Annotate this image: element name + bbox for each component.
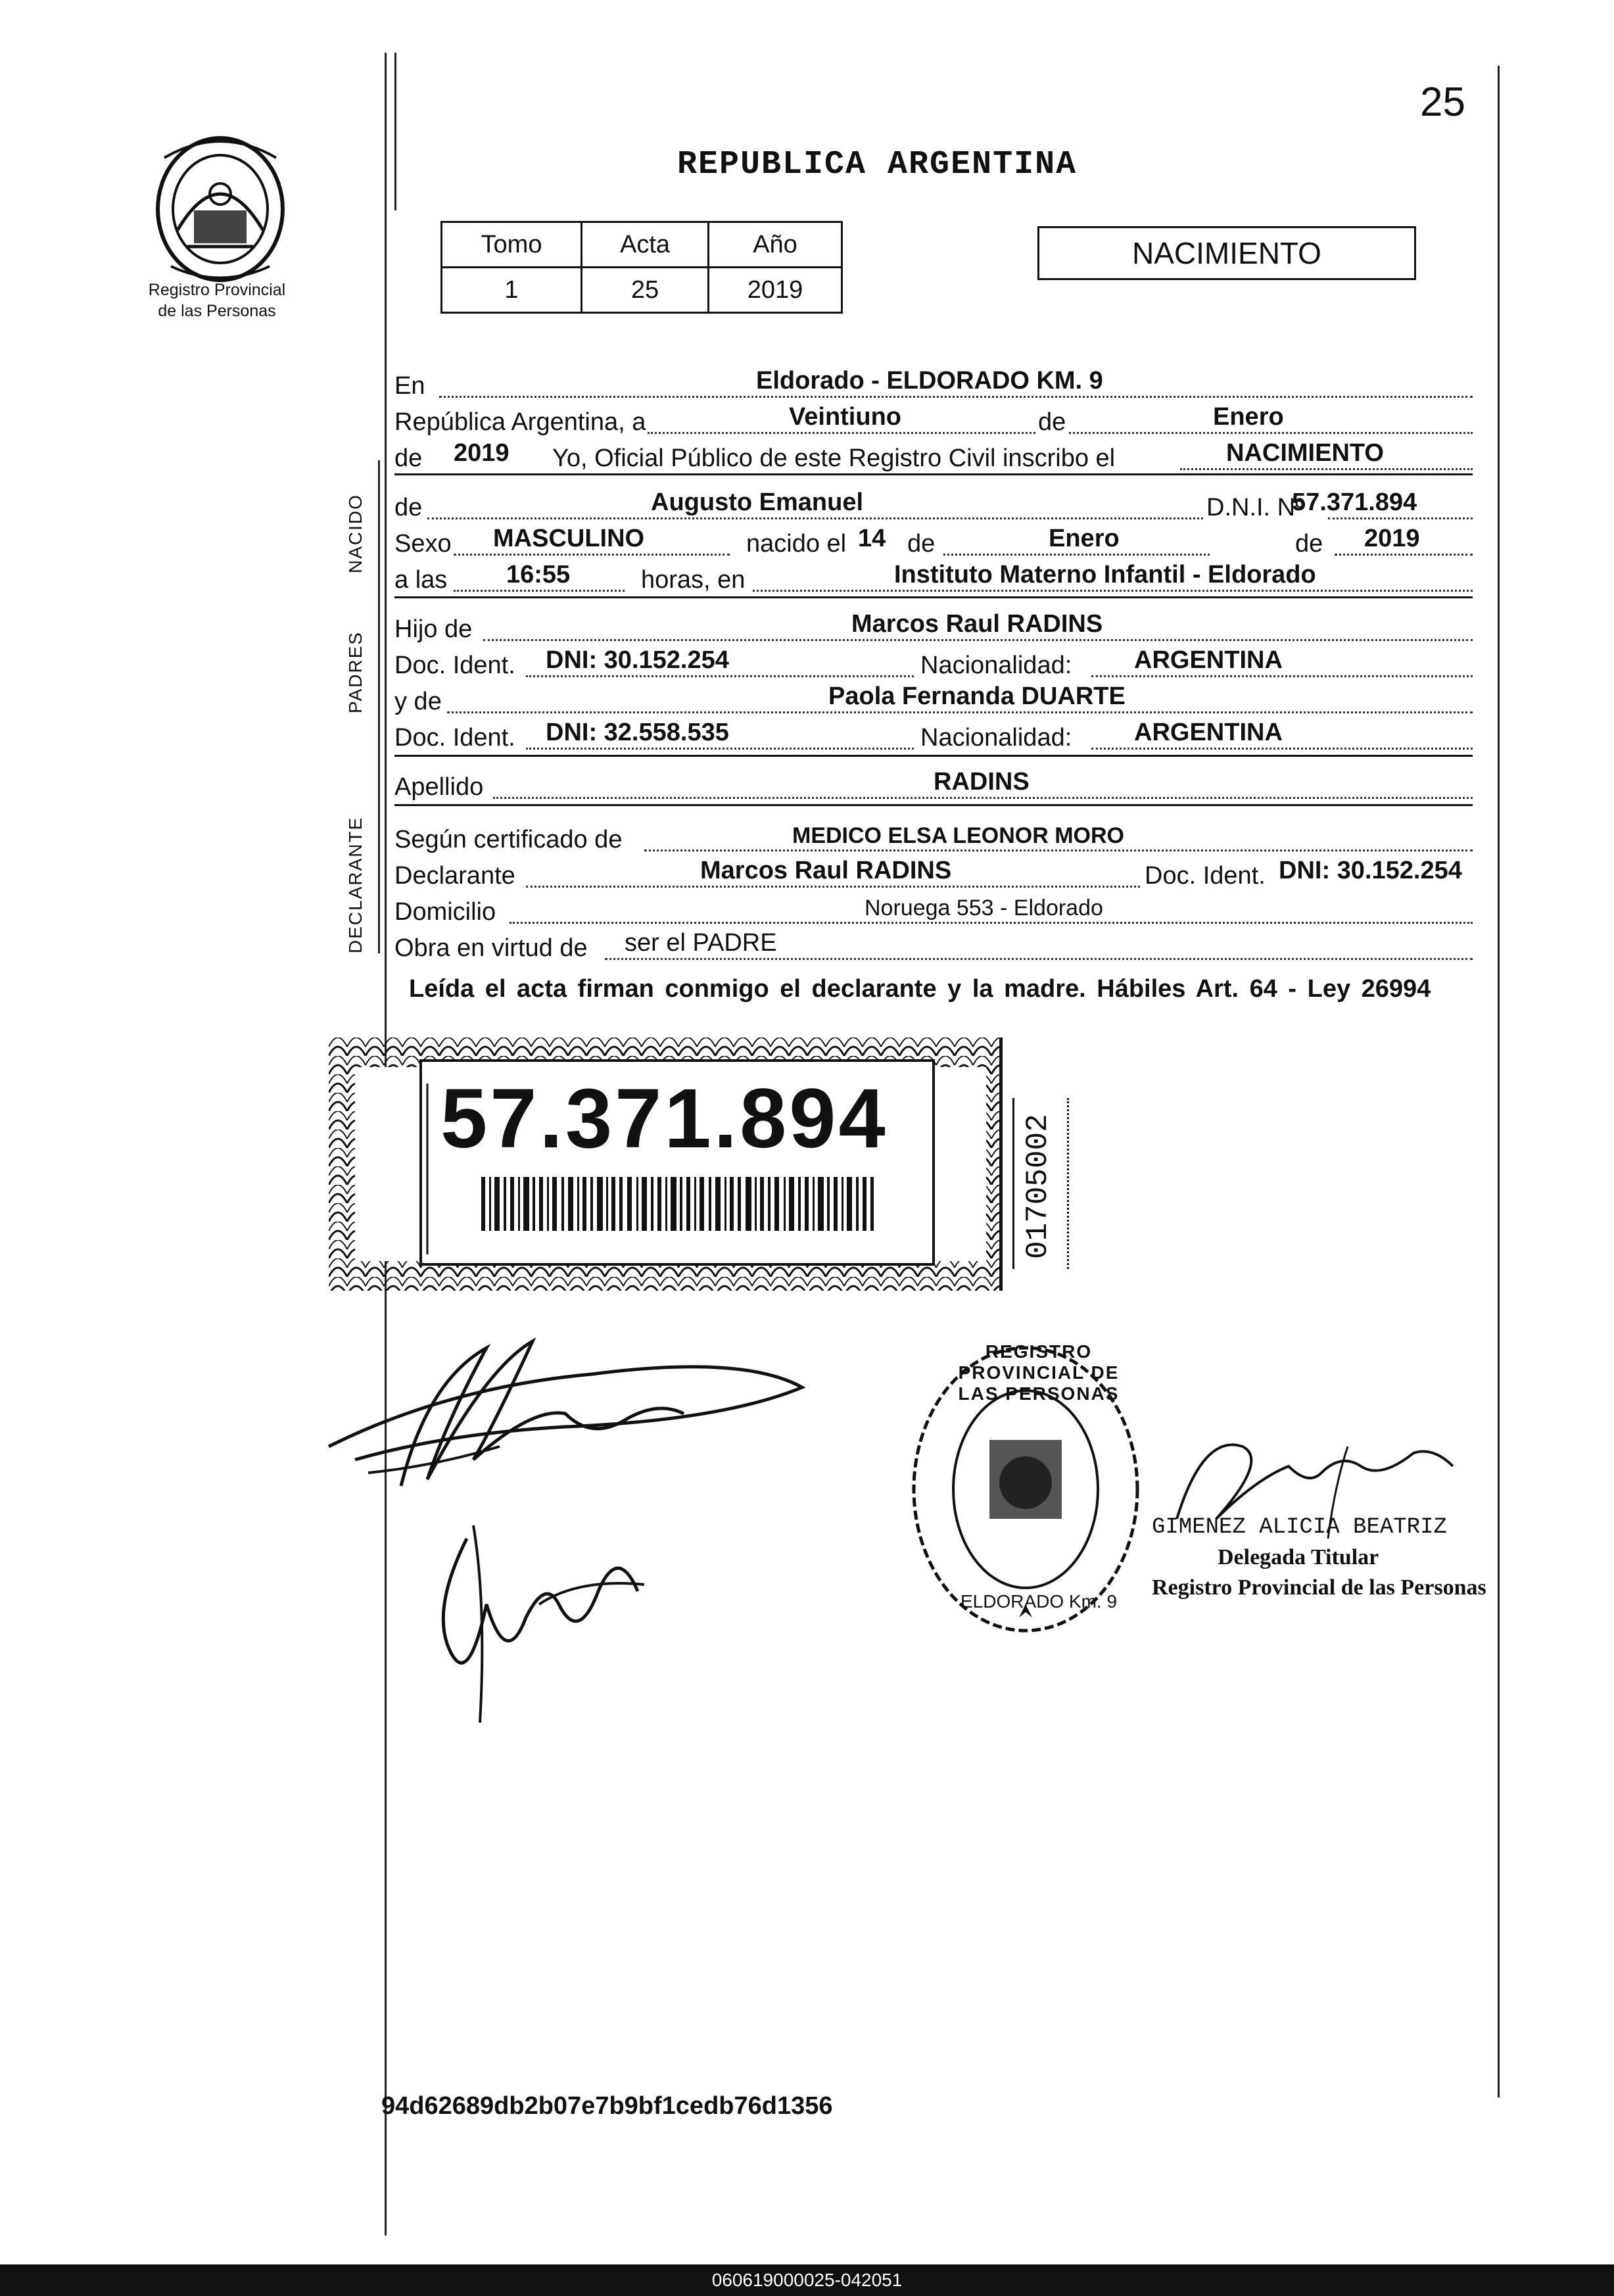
dotted-leader — [753, 590, 1473, 592]
place-value: Instituto Materno Infantil - Eldorado — [894, 561, 1316, 588]
oficial-text: Yo, Oficial Público de este Registro Civil inscribo el — [552, 444, 1116, 472]
dotted-leader — [526, 748, 914, 750]
declarante-doc: DNI: 30.152.254 — [1279, 857, 1462, 884]
sexo-value: MASCULINO — [493, 525, 645, 552]
dotted-leader — [427, 517, 1203, 519]
time-value: 16:55 — [506, 561, 571, 588]
official-role: Delegada Titular — [1218, 1545, 1379, 1569]
y-de-label: y de — [394, 688, 442, 715]
ref-value-tomo: 1 — [442, 268, 582, 313]
declarant-signature — [316, 1328, 815, 1736]
side-label-declarante: DECLARANTE — [345, 816, 366, 953]
mother-nat: ARGENTINA — [1134, 719, 1283, 746]
section-rule-1 — [394, 473, 1473, 475]
father-nat: ARGENTINA — [1134, 646, 1283, 674]
dotted-leader — [454, 554, 730, 556]
line-en — [394, 365, 1473, 404]
registry-caption-line-2: de las Personas — [158, 302, 276, 320]
apellido-label: Apellido — [394, 773, 484, 801]
doc-label-3: Doc. Ident. — [1141, 862, 1270, 890]
dotted-leader — [439, 396, 1473, 398]
side-label-nacido: NACIDO — [345, 494, 366, 573]
page-number: 25 — [1420, 80, 1465, 125]
line-republica — [394, 401, 1473, 441]
de-label-1: de — [1035, 408, 1068, 437]
day-value: Veintiuno — [789, 403, 901, 431]
dotted-leader — [447, 711, 1473, 713]
hijo-label: Hijo de — [394, 615, 473, 643]
reference-table — [440, 221, 843, 314]
side-label-padres: PADRES — [345, 631, 366, 713]
de-label-4: de — [907, 530, 936, 558]
obra-label: Obra en virtud de — [394, 934, 588, 962]
line-apellido — [394, 766, 1473, 805]
dni-serial — [1012, 1098, 1069, 1269]
dotted-leader — [454, 590, 625, 592]
dotted-leader — [526, 886, 1183, 888]
nac-label-2: Nacionalidad: — [920, 724, 1072, 752]
province-seal-icon — [151, 132, 289, 283]
dotted-leader — [1180, 468, 1473, 470]
dotted-leader — [1328, 517, 1473, 519]
inscribo-value: NACIMIENTO — [1226, 439, 1384, 467]
stamp-location: ELDORADO Km. 9 — [960, 1591, 1118, 1612]
line-domicilio — [394, 891, 1473, 930]
margin-line-left-2 — [394, 53, 396, 210]
birth-month: Enero — [1049, 525, 1120, 552]
en-label: En — [394, 372, 425, 400]
dotted-leader — [1091, 675, 1473, 677]
nac-label-1: Nacionalidad: — [920, 652, 1072, 679]
ref-value-anio: 2019 — [709, 268, 842, 313]
name-value: Augusto Emanuel — [651, 489, 864, 516]
domicilio-label: Domicilio — [394, 898, 496, 926]
ref-header-acta: Acta — [582, 222, 709, 268]
ref-value-acta: 25 — [582, 268, 709, 313]
en-value: Eldorado - ELDORADO KM. 9 — [756, 367, 1103, 395]
dni-label: D.N.I. Nº — [1206, 494, 1304, 521]
section-rule-4 — [394, 804, 1473, 806]
registry-caption — [131, 279, 302, 322]
segun-label: Según certificado de — [394, 826, 623, 853]
dni-card-number: 57.371.894 — [440, 1072, 888, 1166]
year-value: 2019 — [454, 439, 510, 467]
line-oficial — [394, 437, 1473, 477]
ref-header-tomo: Tomo — [442, 222, 582, 268]
closing-text: Leída el acta firman conmigo el declarante y la madre. Hábiles Art. 64 - Ley 26994 — [409, 975, 1431, 1003]
dotted-leader — [1091, 748, 1473, 750]
birth-day: 14 — [858, 525, 886, 552]
record-type-box: NACIMIENTO — [1037, 226, 1416, 280]
de-label-3: de — [394, 494, 423, 521]
dotted-leader — [605, 958, 1473, 960]
margin-line-right — [1498, 66, 1500, 2097]
doc-label-2: Doc. Ident. — [394, 724, 515, 752]
horas-label: horas, en — [641, 566, 746, 594]
registry-caption-line-1: Registro Provincial — [148, 281, 286, 299]
mother-name: Paola Fernanda DUARTE — [828, 682, 1126, 710]
dni-value: 57.371.894 — [1292, 489, 1417, 516]
dotted-leader — [644, 849, 1473, 851]
page-title: REPUBLICA ARGENTINA — [677, 146, 1078, 183]
mother-doc: DNI: 32.558.535 — [546, 719, 729, 746]
dotted-leader — [1335, 554, 1473, 556]
section-rule-2 — [394, 596, 1473, 598]
line-hijo — [394, 608, 1473, 648]
line-declarante — [394, 855, 1473, 894]
nacido-label: nacido el — [746, 530, 847, 558]
official-name: GIMENEZ ALICIA BEATRIZ — [1152, 1515, 1447, 1540]
sexo-label: Sexo — [394, 530, 452, 558]
document-hash: 94d62689db2b07e7b9bf1cedb76d1356 — [381, 2092, 833, 2120]
de-label-5: de — [1295, 530, 1323, 558]
a-las-label: a las — [394, 566, 448, 594]
official-block — [1152, 1512, 1486, 1603]
barcode-icon — [481, 1177, 876, 1231]
father-name: Marcos Raul RADINS — [851, 610, 1103, 638]
dotted-leader — [483, 639, 1473, 641]
birth-year: 2019 — [1364, 525, 1420, 552]
doc-label-1: Doc. Ident. — [394, 652, 515, 679]
line-hora — [394, 559, 1473, 598]
line-y-de — [394, 681, 1473, 720]
segun-value: MEDICO ELSA LEONOR MORO — [792, 823, 1124, 848]
dotted-leader — [943, 554, 1210, 556]
line-obra — [394, 927, 1473, 967]
month-value: Enero — [1213, 403, 1284, 431]
footer-bar — [0, 2264, 1614, 2296]
ref-header-anio: Año — [709, 222, 842, 268]
official-office: Registro Provincial de las Personas — [1152, 1575, 1486, 1600]
footer-code: 060619000025-042051 — [711, 2270, 903, 2290]
de-label-2: de — [394, 444, 423, 472]
dotted-leader — [526, 675, 914, 677]
line-name — [394, 487, 1473, 526]
republica-label: República Argentina, a — [394, 408, 646, 436]
declarante-label: Declarante — [394, 862, 515, 890]
section-divider — [378, 460, 380, 953]
apellido-value: RADINS — [934, 768, 1030, 796]
line-father-doc — [394, 644, 1473, 684]
obra-value: ser el PADRE — [625, 929, 777, 957]
dotted-leader — [493, 797, 1473, 799]
father-doc: DNI: 30.152.254 — [546, 646, 729, 674]
stamp-text: REGISTRO PROVINCIAL DE LAS PERSONAS — [958, 1341, 1120, 1404]
domicilio-value: Noruega 553 - Eldorado — [865, 896, 1103, 921]
dotted-leader — [510, 922, 1473, 924]
section-rule-3 — [394, 755, 1473, 757]
declarante-value: Marcos Raul RADINS — [700, 857, 952, 884]
line-sexo — [394, 523, 1473, 562]
line-mother-doc — [394, 717, 1473, 756]
line-segun — [394, 819, 1473, 858]
dni-serial-text: 01705002 — [1021, 1114, 1055, 1259]
